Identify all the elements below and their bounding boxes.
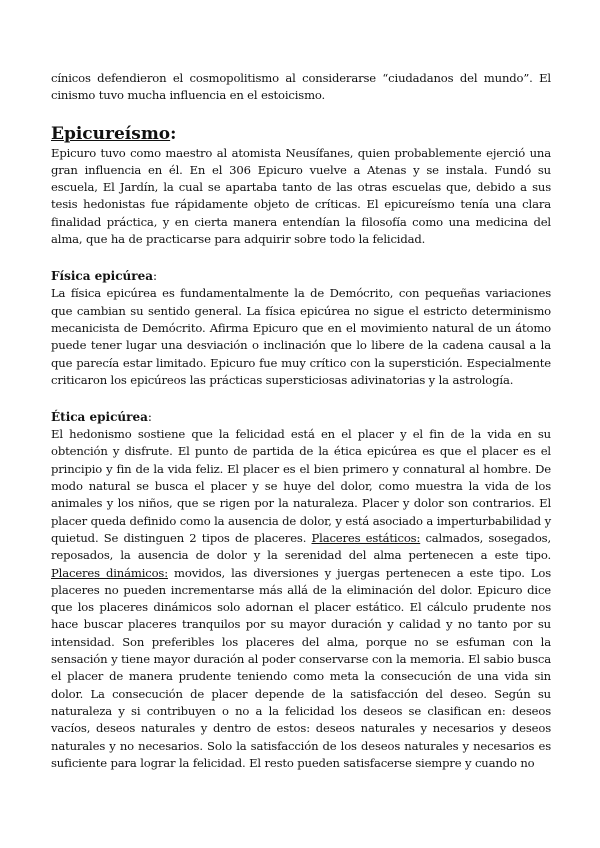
heading-epicureismo-title: Epicureísmo <box>51 123 171 144</box>
heading-etica-colon: : <box>147 410 152 425</box>
heading-epicureismo <box>51 123 551 145</box>
fisica-paragraph: La física epicúrea es fundamentalmente la de Demócrito, con pequeñas variaciones que cambian su sentido general. La física epicúrea no sigue el estricto determinismo mecanicista de Demócrito. Afirma Epicuro que en el movimiento natural de un átomo puede tener lugar una desviación o inclinación que lo libere de la cadena causal a la que parecía estar limitado. Epicuro fue muy crítico con la superstición. Especialmente criticaron los epicúreos las prácticas supersticiosas adivinatorias y la astrología. <box>51 286 551 387</box>
etica-text-2: calmados, sosegados, reposados, la ausencia de dolor y la serenidad del alma pertenecen a este tipo. <box>51 530 551 563</box>
page-content <box>51 70 551 772</box>
term-placeres-estaticos: Placeres estáticos: <box>311 530 421 545</box>
etica-paragraph <box>51 426 551 772</box>
heading-epicureismo-colon: : <box>170 123 177 144</box>
heading-etica-title: Ética epicúrea <box>51 410 148 425</box>
term-placeres-dinamicos: Placeres dinámicos: <box>51 565 168 580</box>
heading-fisica <box>51 268 551 285</box>
heading-fisica-colon: : <box>153 269 158 284</box>
heading-etica <box>51 409 551 426</box>
heading-fisica-title: Física epicúrea <box>51 269 153 284</box>
etica-text-1: El hedonismo sostiene que la felicidad está en el placer y el fin de la vida en su obtención y disfrute. El punto de partida de la ética epicúrea es que el placer es el principio y fin de la vida feliz. El placer es el bien primero y connatural al hombre. De modo natural se busca el placer y se huye del dolor, como muestra la vida de los animales y los niños, que se rigen por la naturaleza. Placer y dolor son contrarios. El placer queda definido como la ausencia de dolor, y está asociado a imperturbabilidad y quietud. Se distinguen 2 tipos de placeres. <box>51 427 551 545</box>
etica-text-3: movidos, las diversiones y juergas pertenecen a este tipo. Los placeres no pueden incrementarse más allá de la eliminación del dolor. Epicuro dice que los placeres dinámicos solo adornan el placer estático. El cálculo prudente nos hace buscar placeres tranquilos por su mayor duración y calidad y no tanto por su intensidad. Son preferibles los placeres del alma, porque no se esfuman con la sensación y tiene mayor duración al poder conservarse con la memoria. El sabio busca el placer de manera prudente teniendo como meta la consecución de una vida sin dolor. La consecución de placer depende de la satisfacción del deseo. Según su naturaleza y si contribuyen o no a la felicidad los deseos se clasifican en: deseos vacíos, deseos naturales y dentro de estos: deseos naturales y necesarios y deseos naturales y no necesarios. Solo la satisfacción de los deseos naturales y necesarios es suficiente para lograr la felicidad. El resto pueden satisfacerse siempre y cuando no <box>51 565 551 770</box>
intro-paragraph: cínicos defendieron el cosmopolitismo al considerarse “ciudadanos del mundo”. El cinismo tuvo mucha influencia en el estoicismo. <box>51 71 551 103</box>
epicureismo-paragraph: Epicuro tuvo como maestro al atomista Neusífanes, quien probablemente ejerció una gran influencia en él. En el 306 Epicuro vuelve a Atenas y se instala. Fundó su escuela, El Jardín, la cual se apartaba tanto de las otras escuelas que, debido a sus tesis hedonistas fue rápidamente objeto de críticas. El epicureísmo tenía una clara finalidad práctica, y en cierta manera entendían la filosofía como una medicina del alma, que ha de practicarse para adquirir sobre todo la felicidad. <box>51 145 551 247</box>
